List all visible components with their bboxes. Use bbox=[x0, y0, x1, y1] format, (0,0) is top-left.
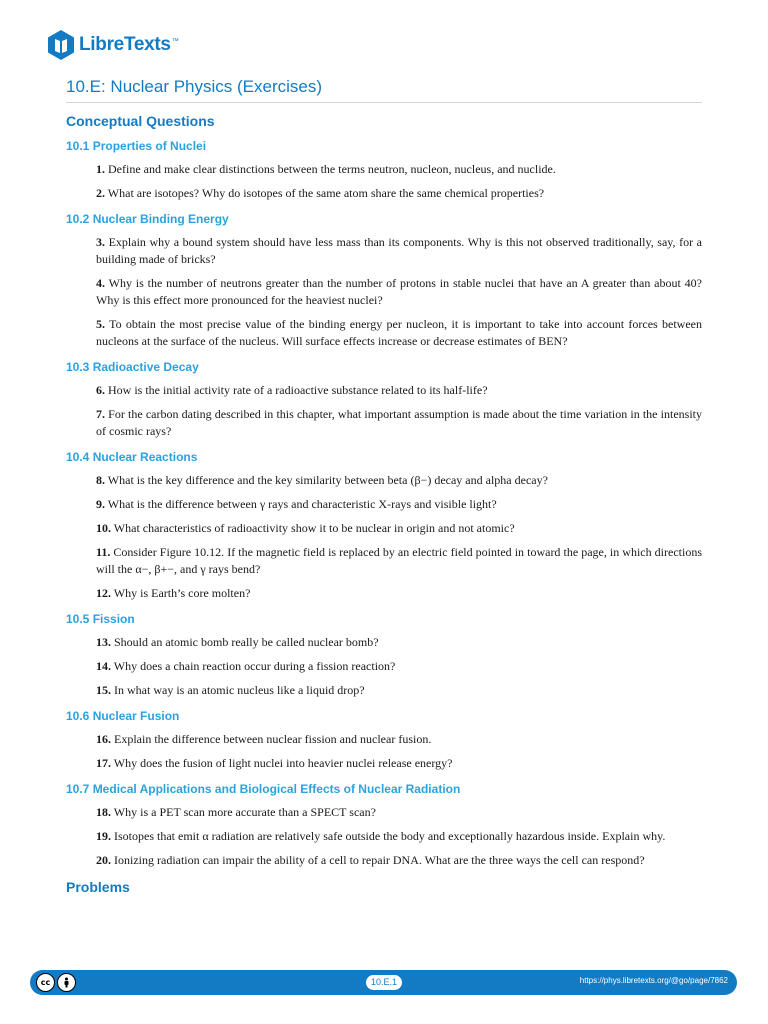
person-icon bbox=[61, 977, 72, 988]
main-content bbox=[66, 112, 702, 897]
section-heading: 10.5 Fission bbox=[66, 612, 135, 626]
question-item bbox=[96, 585, 702, 602]
question-item bbox=[96, 634, 702, 651]
question-text: For the carbon dating described in this chapter, what important assumption is made about the time variation in the intensity of cosmic rays? bbox=[96, 407, 703, 438]
question-text: In what way is an atomic nucleus like a liquid drop? bbox=[114, 683, 365, 697]
question-item bbox=[96, 472, 702, 489]
question-number: 14. bbox=[96, 659, 111, 673]
question-number: 4. bbox=[96, 276, 105, 290]
question-text: Should an atomic bomb really be called nuclear bomb? bbox=[114, 635, 379, 649]
section-heading: 10.1 Properties of Nuclei bbox=[66, 139, 207, 153]
question-number: 17. bbox=[96, 756, 111, 770]
conceptual-questions-heading: Conceptual Questions bbox=[66, 113, 215, 129]
section-heading: 10.4 Nuclear Reactions bbox=[66, 450, 198, 464]
question-item bbox=[96, 161, 702, 178]
question-text: What characteristics of radioactivity show it to be nuclear in origin and not atomic? bbox=[113, 521, 515, 535]
question-text: Isotopes that emit α radiation are relatively safe outside the body and exceptionally hazardous inside. Explain why. bbox=[114, 829, 666, 843]
question-number: 13. bbox=[96, 635, 111, 649]
question-number: 8. bbox=[96, 473, 105, 487]
question-item bbox=[96, 520, 702, 537]
question-item bbox=[96, 755, 702, 772]
logo-text: LibreTexts bbox=[79, 34, 171, 55]
question-number: 6. bbox=[96, 383, 105, 397]
question-number: 3. bbox=[96, 235, 105, 249]
question-text: Ionizing radiation can impair the ability of a cell to repair DNA. What are the three ways the cell can respond? bbox=[114, 853, 645, 867]
section-heading: 10.3 Radioactive Decay bbox=[66, 360, 199, 374]
question-item bbox=[96, 496, 702, 513]
question-text: Explain the difference between nuclear fission and nuclear fusion. bbox=[114, 732, 432, 746]
section-heading: 10.7 Medical Applications and Biological Effects of Nuclear Radiation bbox=[66, 782, 461, 796]
question-text: Why does a chain reaction occur during a fission reaction? bbox=[113, 659, 396, 673]
question-item bbox=[96, 804, 702, 821]
question-number: 18. bbox=[96, 805, 111, 819]
question-item bbox=[96, 275, 702, 309]
question-number: 20. bbox=[96, 853, 111, 867]
section-heading: 10.2 Nuclear Binding Energy bbox=[66, 212, 229, 226]
question-item bbox=[96, 406, 702, 440]
page-title: 10.E: Nuclear Physics (Exercises) bbox=[66, 77, 702, 103]
question-item bbox=[96, 544, 702, 578]
libretexts-logo[interactable] bbox=[46, 28, 179, 62]
question-text: Why does the fusion of light nuclei into heavier nuclei release energy? bbox=[113, 756, 453, 770]
question-item bbox=[96, 382, 702, 399]
question-text: What are isotopes? Why do isotopes of the same atom share the same chemical properties? bbox=[107, 186, 545, 200]
question-text: What is the difference between γ rays and characteristic X-rays and visible light? bbox=[107, 497, 497, 511]
question-text: To obtain the most precise value of the binding energy per nucleon, it is important to take into account forces between nucleons at the surface of the nucleus. Will surface effects increase or decrease estimates of BEN? bbox=[96, 317, 702, 348]
question-text: Why is Earth’s core molten? bbox=[113, 586, 251, 600]
question-number: 5. bbox=[96, 317, 105, 331]
question-number: 11. bbox=[96, 545, 111, 559]
question-number: 1. bbox=[96, 162, 105, 176]
question-item bbox=[96, 658, 702, 675]
question-item bbox=[96, 185, 702, 202]
question-item bbox=[96, 852, 702, 869]
question-number: 16. bbox=[96, 732, 111, 746]
problems-heading: Problems bbox=[66, 879, 130, 895]
question-text: Explain why a bound system should have less mass than its components. Why is this not observed traditionally, say, for a building made of bricks? bbox=[96, 235, 703, 266]
question-item bbox=[96, 682, 702, 699]
question-text: Consider Figure 10.12. If the magnetic field is replaced by an electric field pointed in toward the page, in which directions will the α−, β+−, and γ rays bend? bbox=[96, 545, 703, 576]
question-item bbox=[96, 316, 702, 350]
page-url-link[interactable]: https://phys.libretexts.org/@go/page/7862 bbox=[579, 976, 728, 985]
question-text: What is the key difference and the key similarity between beta (β−) decay and alpha decay? bbox=[107, 473, 548, 487]
question-text: Why is a PET scan more accurate than a SPECT scan? bbox=[113, 805, 376, 819]
question-item bbox=[96, 234, 702, 268]
question-number: 9. bbox=[96, 497, 105, 511]
question-text: How is the initial activity rate of a radioactive substance related to its half-life? bbox=[108, 383, 488, 397]
libretexts-logo-icon bbox=[46, 29, 76, 61]
page-number: 10.E.1 bbox=[366, 975, 402, 990]
attribution-icon bbox=[57, 973, 76, 992]
question-number: 7. bbox=[96, 407, 105, 421]
cc-icon: cc bbox=[36, 973, 55, 992]
license-badge[interactable] bbox=[36, 973, 78, 992]
page-footer bbox=[30, 970, 737, 995]
question-item bbox=[96, 731, 702, 748]
question-number: 10. bbox=[96, 521, 111, 535]
question-number: 2. bbox=[96, 186, 105, 200]
question-item bbox=[96, 828, 702, 845]
question-number: 15. bbox=[96, 683, 111, 697]
question-number: 12. bbox=[96, 586, 111, 600]
question-number: 19. bbox=[96, 829, 111, 843]
question-text: Define and make clear distinctions between the terms neutron, nucleon, nucleus, and nuclide. bbox=[108, 162, 556, 176]
section-heading: 10.6 Nuclear Fusion bbox=[66, 709, 180, 723]
question-text: Why is the number of neutrons greater than the number of protons in stable nuclei that have an A greater than about 40? Why is this effect more pronounced for the heaviest nuclei? bbox=[96, 276, 702, 307]
logo-trademark: ™ bbox=[171, 38, 179, 45]
